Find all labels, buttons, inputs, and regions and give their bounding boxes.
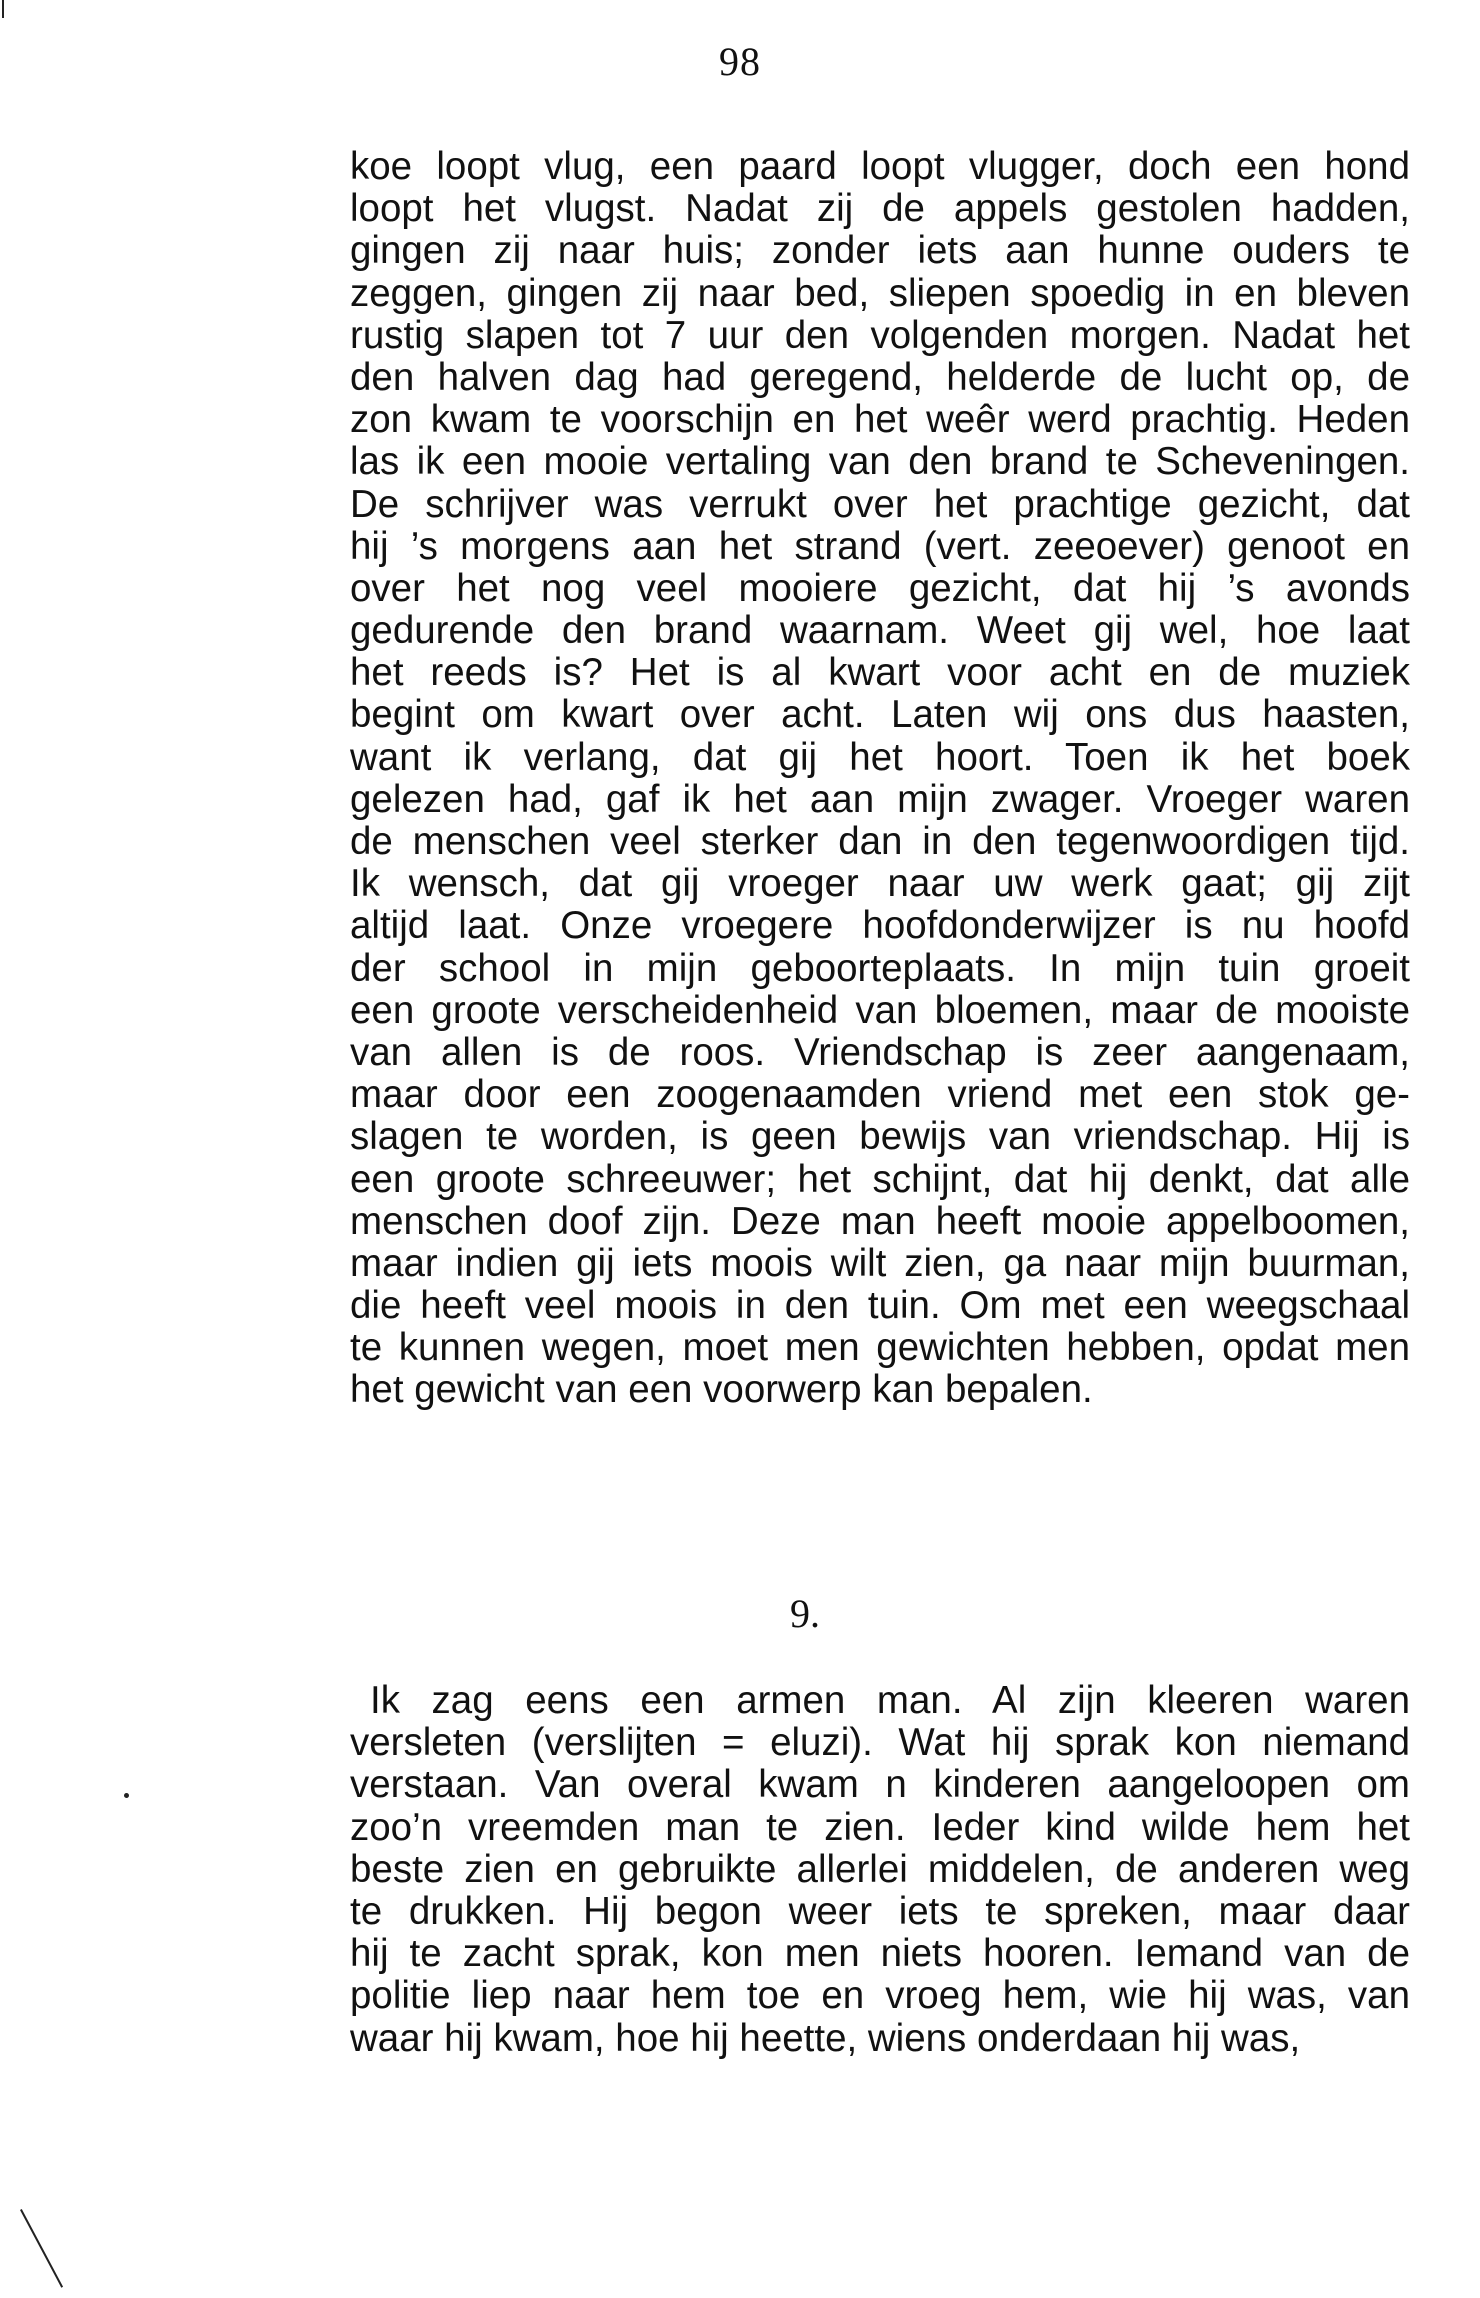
text-line: altijd laat. Onze vroegere hoofdonderwijzer is nu hoofd — [350, 904, 1410, 948]
scan-mark-top-left — [2, 0, 4, 18]
text-line: rustig slapen tot 7 uur den volgenden morgen. Nadat het — [350, 313, 1410, 357]
text-line: gelezen had, gaf ik het aan mijn zwager. Vroeger waren — [350, 777, 1410, 821]
text-line: De schrijver was verrukt over het prachtige gezicht, dat — [350, 482, 1410, 526]
text-line: zon kwam te voorschijn en het weêr werd prachtig. Heden — [350, 398, 1410, 442]
text-line: beste zien en gebruikte allerlei middelen, de anderen weg — [350, 1847, 1410, 1891]
text-line: een groote schreeuwer; het schijnt, dat hij denkt, dat alle — [350, 1157, 1410, 1201]
text-line: want ik verlang, dat gij het hoort. Toen ik het boek — [350, 735, 1410, 779]
text-line: las ik een mooie vertaling van den brand te Scheveningen. — [350, 440, 1410, 484]
text-line: over het nog veel mooiere gezicht, dat hij ’s avonds — [350, 566, 1410, 610]
text-line: gedurende den brand waarnam. Weet gij wel, hoe laat — [350, 609, 1410, 653]
text-line: hij ’s morgens aan het strand (vert. zeeoever) genoot en — [350, 524, 1410, 568]
text-line: Ik zag eens een armen man. Al zijn kleeren waren — [370, 1679, 1410, 1722]
text-line: het gewicht van een voorwerp kan bepalen. — [350, 1368, 1093, 1412]
text-line: het reeds is? Het is al kwart voor acht en de muziek — [350, 651, 1410, 695]
text-line: politie liep naar hem toe en vroeg hem, wie hij was, van — [350, 1974, 1410, 2018]
text-line: gingen zij naar huis; zonder iets aan hunne ouders te — [350, 229, 1410, 273]
text-line: Ik wensch, dat gij vroeger naar uw werk gaat; gij zijt — [350, 862, 1410, 906]
scan-mark-dot — [124, 1793, 129, 1798]
text-line: van allen is de roos. Vriendschap is zeer aangenaam, — [350, 1030, 1410, 1074]
paragraph-section-9 — [350, 1680, 1410, 2060]
text-line: waar hij kwam, hoe hij heette, wiens onderdaan hij was, — [350, 2016, 1301, 2060]
text-line: die heeft veel moois in den tuin. Om met een weegschaal — [350, 1284, 1410, 1328]
text-line: den halven dag had geregend, helderde de lucht op, de — [350, 355, 1410, 399]
text-line: te drukken. Hij begon weer iets te spreken, maar daar — [350, 1889, 1410, 1933]
text-line: te kunnen wegen, moet men gewichten hebben, opdat men — [350, 1326, 1410, 1370]
scan-mark-bottom-left — [20, 2209, 63, 2288]
text-line: zeggen, gingen zij naar bed, sliepen spoedig in en bleven — [350, 271, 1410, 315]
text-line: versleten (verslijten = eluzi). Wat hij sprak kon niemand — [350, 1721, 1410, 1765]
text-line: hij te zacht sprak, kon men niets hooren. Iemand van de — [350, 1932, 1410, 1976]
text-line: maar indien gij iets moois wilt zien, ga naar mijn buurman, — [350, 1241, 1410, 1285]
text-line: zoo’n vreemden man te zien. Ieder kind wilde hem het — [350, 1805, 1410, 1849]
text-line: maar door een zoogenaamden vriend met een stok ge- — [350, 1073, 1410, 1117]
section-number: 9. — [790, 1591, 820, 1636]
text-line: begint om kwart over acht. Laten wij ons dus haasten, — [350, 693, 1410, 737]
text-line: koe loopt vlug, een paard loopt vlugger, doch een hond — [350, 145, 1410, 188]
text-line: menschen doof zijn. Deze man heeft mooie appelboomen, — [350, 1199, 1410, 1243]
page-number: 98 — [719, 39, 761, 84]
text-line: de menschen veel sterker dan in den tegenwoordigen tijd. — [350, 820, 1410, 863]
text-line: der school in mijn geboorteplaats. In mijn tuin groeit — [350, 946, 1410, 990]
text-line: loopt het vlugst. Nadat zij de appels gestolen hadden, — [350, 187, 1410, 231]
text-line: een groote verscheidenheid van bloemen, maar de mooiste — [350, 988, 1410, 1032]
text-line: slagen te worden, is geen bewijs van vriendschap. Hij is — [350, 1115, 1410, 1159]
paragraph-continued — [350, 146, 1410, 1412]
text-line: verstaan. Van overal kwam n kinderen aangeloopen om — [350, 1763, 1410, 1807]
